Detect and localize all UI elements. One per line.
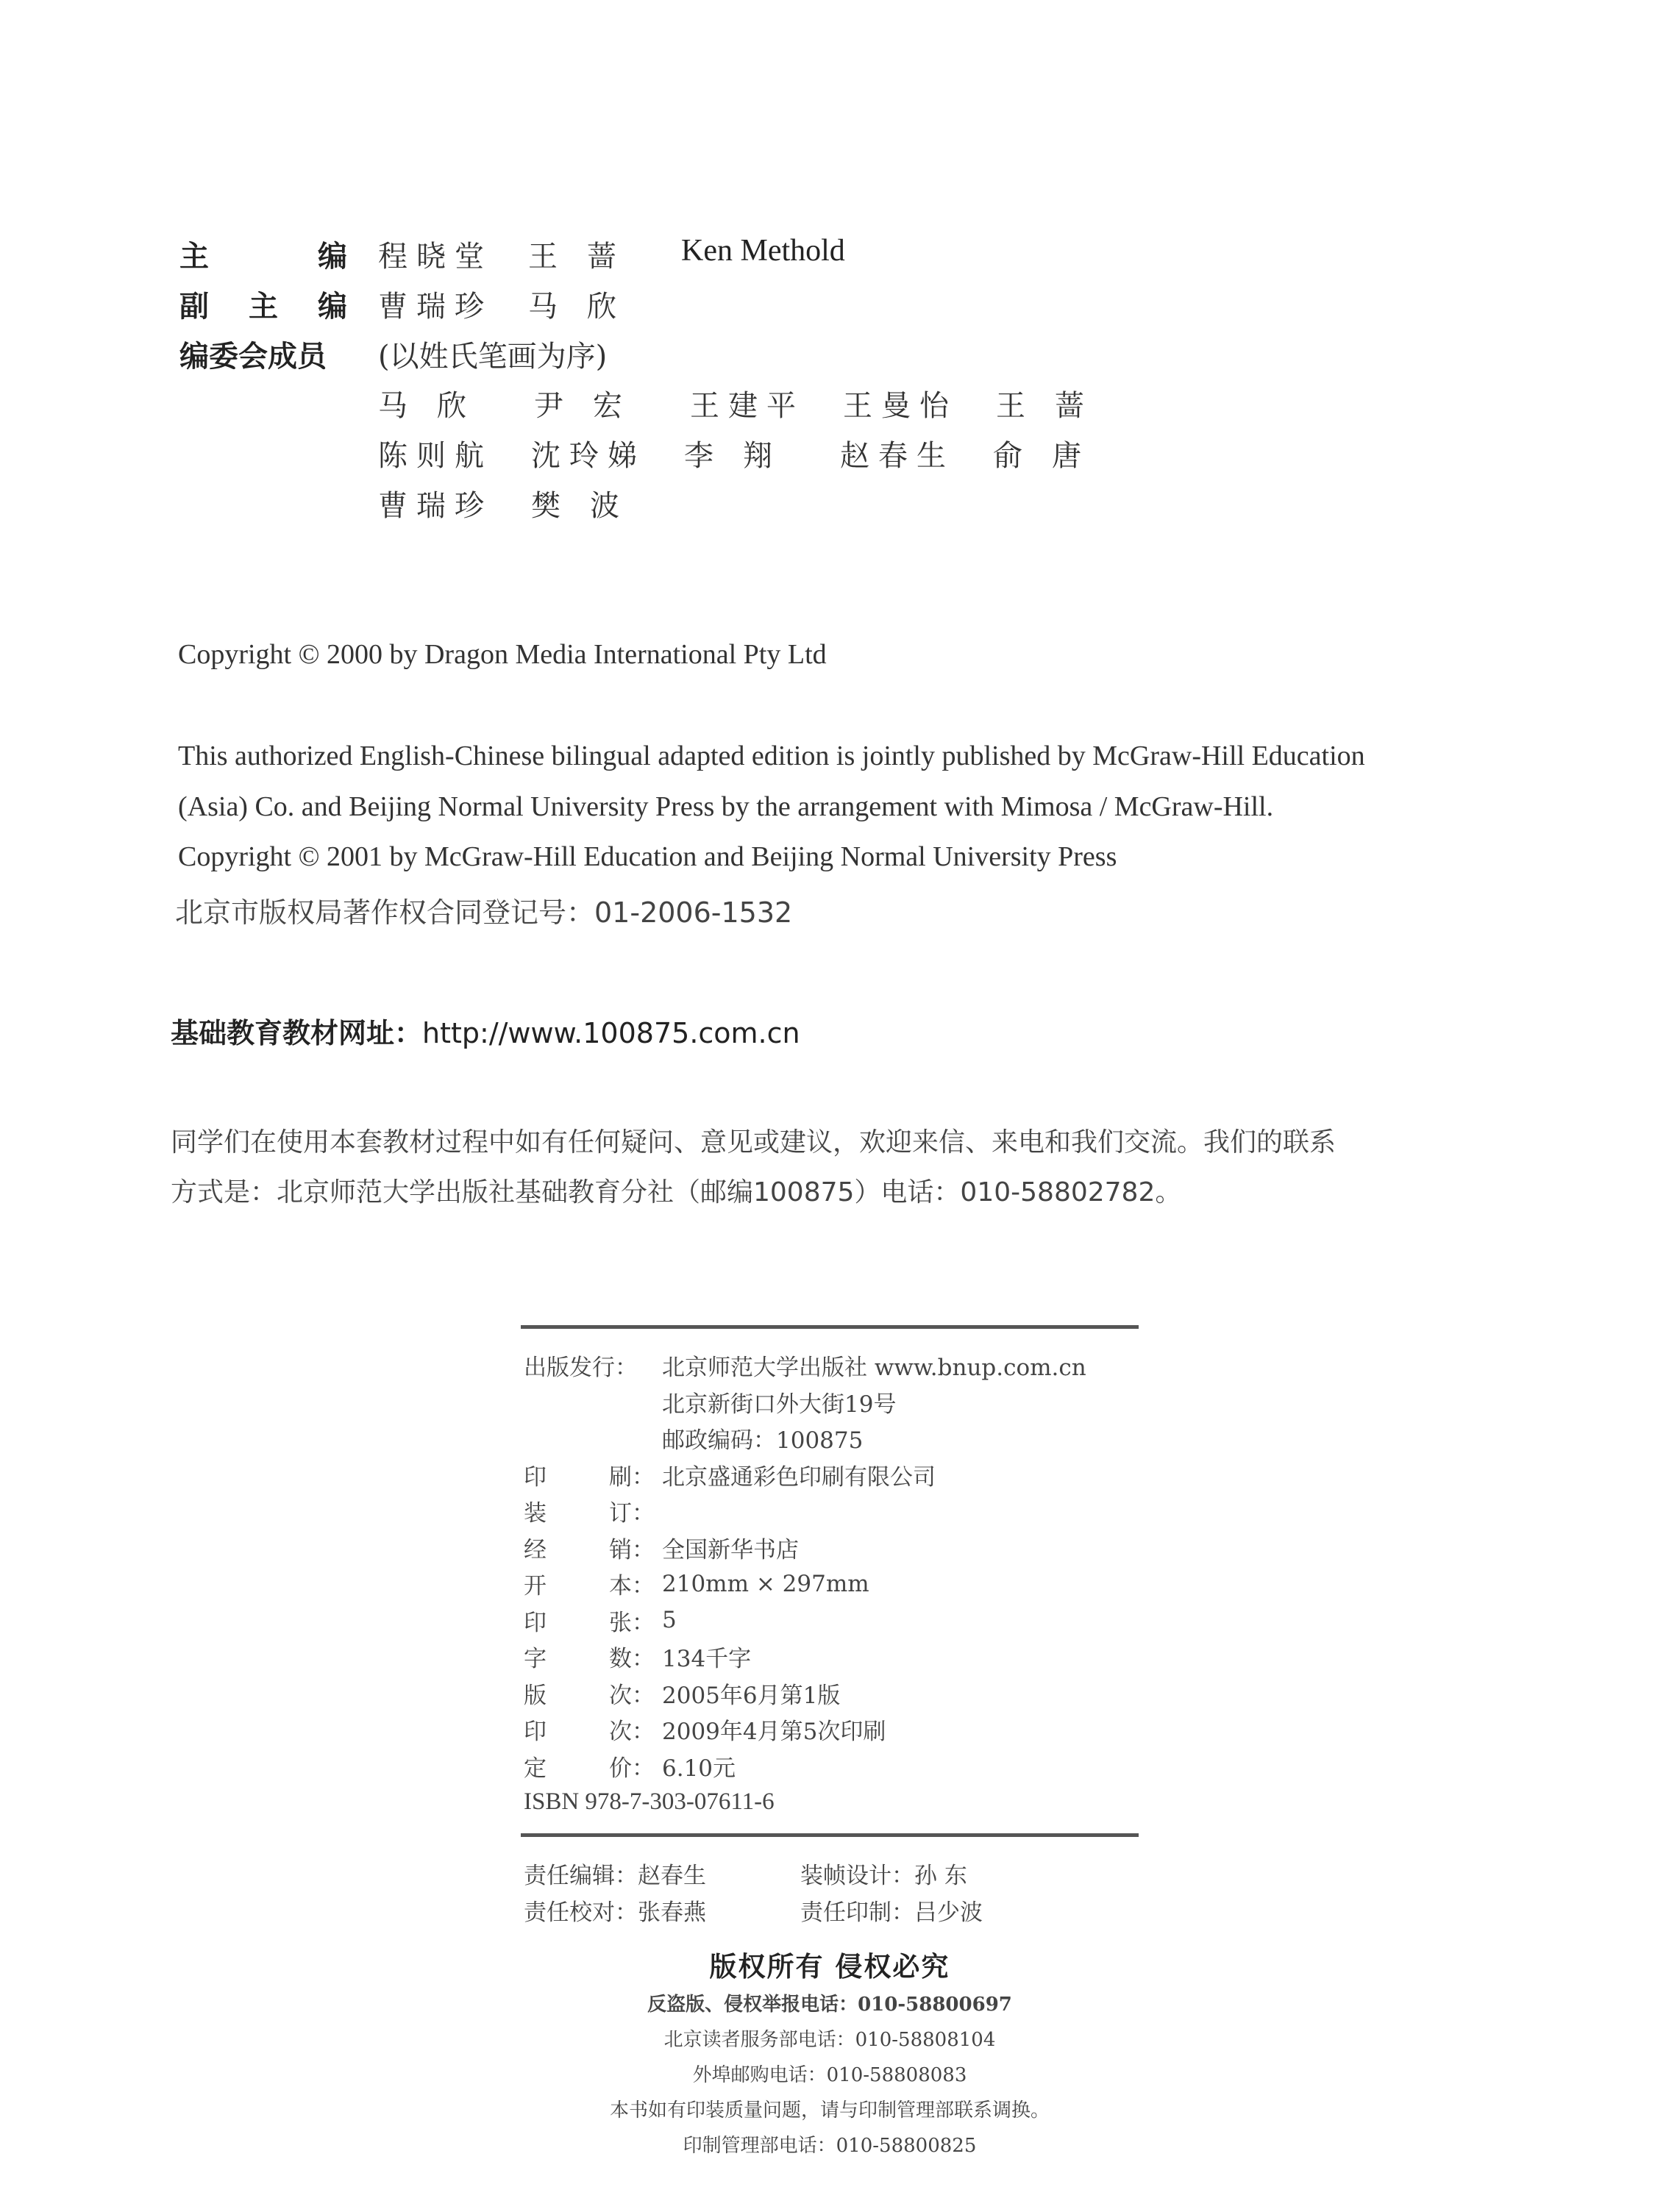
committee-members-row-3 <box>378 482 687 527</box>
chief-editor-label: 主 编 <box>179 239 347 274</box>
committee-members-row-2 <box>378 432 1149 477</box>
print-management-phone: 印制管理部电话：010-58800825 <box>683 2135 977 2157</box>
info-row-sheets: 印 张： 5 <box>524 1607 677 1636</box>
edition-statement-line-1: This authorized English-Chinese bilingual adapted edition is jointly published by McGraw-Hill Education <box>178 741 1365 771</box>
member-name: 曹瑞珍 <box>378 489 493 523</box>
mail-order-phone: 外埠邮购电话：010-58808083 <box>692 2064 967 2086</box>
top-divider <box>521 1325 1139 1329</box>
isbn: ISBN 978-7-303-07611-6 <box>524 1788 775 1816</box>
info-row-printer: 印 刷： 北京盛通彩色印刷有限公司 <box>524 1463 936 1491</box>
member-name: 俞唐 <box>993 439 1111 473</box>
credit-name: 张春燕 <box>638 1899 706 1926</box>
credit-label: 装帧设计： <box>800 1862 914 1889</box>
info-row-distributor: 经 销： 全国新华书店 <box>524 1536 799 1563</box>
publication-info <box>524 1347 1086 1821</box>
info-row-word-count: 字 数： 134千字 <box>524 1646 752 1673</box>
deputy-editor-row <box>179 282 681 326</box>
member-name: 赵春生 <box>840 439 955 473</box>
copyright-edition: Copyright © 2001 by McGraw-Hill Education and Beijing Normal University Press <box>178 841 1117 872</box>
credit-name: 赵春生 <box>638 1862 706 1889</box>
editor-name: 马欣 <box>528 289 646 324</box>
member-name: 陈则航 <box>378 439 493 473</box>
reader-service-phone: 北京读者服务部电话：010-58808104 <box>663 2029 996 2051</box>
member-name: 尹宏 <box>534 389 652 423</box>
website-url[interactable]: http://www.100875.com.cn <box>422 1017 800 1049</box>
member-name: 沈玲娣 <box>531 439 646 473</box>
committee-label: 编委会成员 <box>179 339 327 374</box>
editor-name: 王蔷 <box>528 239 646 274</box>
member-name: 李翔 <box>684 439 802 473</box>
info-row-publisher: 出版发行 ： 北京师范大学出版社 www.bnup.com.cn <box>524 1355 1086 1382</box>
member-name: 王建平 <box>690 389 805 423</box>
credit-label: 责任印制： <box>800 1899 914 1926</box>
website-line <box>171 1010 800 1051</box>
responsibility-row-2 <box>524 1891 1077 1928</box>
editor-name: 程晓堂 <box>378 239 493 274</box>
bottom-divider <box>521 1833 1139 1837</box>
committee-members-row-1 <box>378 382 1152 427</box>
info-row-printing: 印 次： 2009年4月第5次印刷 <box>524 1719 886 1746</box>
edition-statement-line-2: (Asia) Co. and Beijing Normal University Press by the arrangement with Mimosa / McGraw-Hill. <box>178 791 1274 822</box>
responsibility-row-1 <box>524 1855 1077 1891</box>
quality-notice: 本书如有印装质量问题，请与印制管理部联系调换。 <box>609 2099 1050 2122</box>
committee-note: (以姓氏笔画为序) <box>378 339 608 374</box>
info-row-postcode: 邮政编码：100875 <box>662 1427 864 1455</box>
rights-reserved-title: 版权所有 侵权必究 <box>709 1951 950 1983</box>
info-row-address: 北京新街口外大街19号 <box>662 1391 897 1418</box>
responsibility-credits <box>524 1855 1077 1928</box>
copyright-original: Copyright © 2000 by Dragon Media International Pty Ltd <box>178 639 827 670</box>
credit-label: 责任编辑： <box>524 1862 638 1889</box>
contact-line-2: 方式是：北京师范大学出版社基础教育分社（邮编100875）电话：010-58802782。 <box>171 1177 1182 1207</box>
deputy-editor-label: 副 主 编 <box>179 289 347 324</box>
member-name: 马欣 <box>378 389 496 423</box>
committee-row <box>179 332 607 376</box>
member-name: 王曼怡 <box>843 389 958 423</box>
member-name: 王蔷 <box>996 389 1114 423</box>
info-row-format: 开 本： 210mm × 297mm <box>524 1570 869 1600</box>
info-row-binding: 装 订： <box>524 1500 655 1527</box>
info-row-price: 定 价： 6.10元 <box>524 1755 736 1782</box>
credit-name: 孙 东 <box>914 1862 967 1889</box>
anti-piracy-phone: 反盗版、侵权举报电话：010-58800697 <box>647 1994 1012 2016</box>
member-name: 樊波 <box>531 489 649 523</box>
chief-editor-row <box>179 232 845 276</box>
credit-name: 吕少波 <box>914 1899 983 1926</box>
contact-line-1: 同学们在使用本套教材过程中如有任何疑问、意见或建议，欢迎来信、来电和我们交流。我们的联系 <box>171 1127 1337 1157</box>
editor-name: 曹瑞珍 <box>378 289 493 324</box>
credit-label: 责任校对： <box>524 1899 638 1926</box>
copyright-registration: 北京市版权局著作权合同登记号：01-2006-1532 <box>175 896 793 929</box>
editor-name-english: Ken Methold <box>681 233 845 268</box>
website-label: 基础教育教材网址： <box>171 1017 423 1049</box>
info-row-edition: 版 次： 2005年6月第1版 <box>524 1682 841 1709</box>
